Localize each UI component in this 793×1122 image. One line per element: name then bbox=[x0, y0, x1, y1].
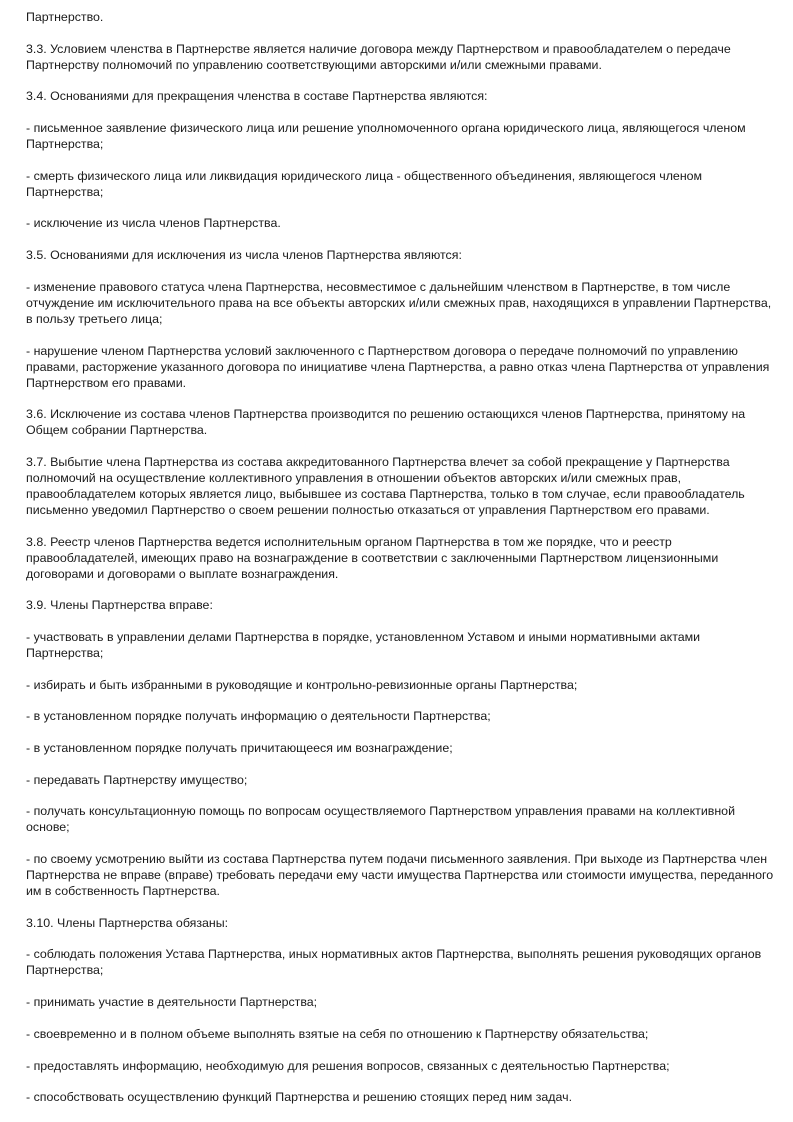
clause-3-6: 3.6. Исключение из состава членов Партнерства производится по решению остающихся членов Партнерства, принятому на Общем собрании Партнерства. bbox=[26, 407, 746, 438]
list-item: - передавать Партнерству имущество; bbox=[26, 772, 248, 787]
list-item: - участвовать в управлении делами Партнерства в порядке, установленном Уставом и иными нормативными актами Партнерства; bbox=[26, 629, 701, 660]
list-item: - смерть физического лица или ликвидация юридического лица - общественного объединения, являющегося членом Партнерства; bbox=[26, 168, 703, 199]
clause-3-8: 3.8. Реестр членов Партнерства ведется исполнительным органом Партнерства в том же порядке, что и реестр правообладателей, имеющих право на вознаграждение в соответствии с заключенными Партнерством лицензионными договорами и договорами о выплате вознаграждения. bbox=[26, 534, 719, 581]
list-item: - избирать и быть избранными в руководящие и контрольно-ревизионные органы Партнерства; bbox=[26, 677, 578, 692]
clause-3-10: 3.10. Члены Партнерства обязаны: bbox=[26, 915, 229, 930]
clause-3-9: 3.9. Члены Партнерства вправе: bbox=[26, 598, 213, 613]
list-item: - своевременно и в полном объеме выполнять взятые на себя по отношению к Партнерству обязательства; bbox=[26, 1026, 649, 1041]
list-item: - по своему усмотрению выйти из состава Партнерства путем подачи письменного заявления. При выходе из Партнерства член Партнерства не вправе (вправе) требовать передачи ему части имущества Партнерства или стоимости имущества, переданного им в собственность Партнерства. bbox=[26, 852, 774, 899]
list-item: - в установленном порядке получать информацию о деятельности Партнерства; bbox=[26, 709, 491, 724]
list-item: - способствовать осуществлению функций Партнерства и решению стоящих перед ним задач. bbox=[26, 1090, 573, 1105]
list-item: - в установленном порядке получать причитающееся им вознаграждение; bbox=[26, 741, 453, 755]
list-item: - получать консультационную помощь по вопросам осуществляемого Партнерством управления правами на коллективной основе; bbox=[26, 804, 735, 835]
list-item: - предоставлять информацию, необходимую для решения вопросов, связанных с деятельностью Партнерства; bbox=[26, 1058, 670, 1073]
list-item: - принимать участие в деятельности Партнерства; bbox=[26, 995, 318, 1010]
paragraph-continuation: Партнерство. bbox=[26, 10, 104, 24]
list-item: - исключение из числа членов Партнерства. bbox=[26, 216, 281, 231]
document-page bbox=[26, 9, 774, 1121]
clause-3-5: 3.5. Основаниями для исключения из числа членов Партнерства являются: bbox=[26, 248, 462, 263]
list-item: - нарушение членом Партнерства условий заключенного с Партнерством договора о передаче полномочий по управлению правами, расторжение указанного договора по инициативе члена Партнерства, а равно отказ члена Партнерства от управления Партнерством его правами. bbox=[26, 343, 770, 390]
clause-3-7: 3.7. Выбытие члена Партнерства из состава аккредитованного Партнерства влечет за собой прекращение у Партнерства полномочий на осуществление коллективного управления в отношении объектов авторских и/или смежных прав, правообладателем которых является лицо, выбывшее из состава Партнерства, только в том случае, если правообладатель письменно уведомил Партнерство о своем решении полностью отказаться от управления Партнерством его правами. bbox=[26, 454, 745, 517]
list-item: - письменное заявление физического лица или решение уполномоченного органа юридического лица, являющегося членом Партнерства; bbox=[26, 121, 746, 152]
clause-3-3: 3.3. Условием членства в Партнерстве является наличие договора между Партнерством и правообладателем о передаче Партнерству полномочий по управлению соответствующими авторскими и/или смежными правами. bbox=[26, 41, 731, 72]
clause-3-4: 3.4. Основаниями для прекращения членства в составе Партнерства являются: bbox=[26, 89, 488, 104]
list-item: - изменение правового статуса члена Партнерства, несовместимое с дальнейшим членством в Партнерстве, в том числе отчуждение им исключительного права на все объекты авторских и/или смежных прав, находящихся в управлении Партнерства, в пользу третьего лица; bbox=[26, 279, 772, 326]
list-item: - соблюдать положения Устава Партнерства, иных нормативных актов Партнерства, выполнять решения руководящих органов Партнерства; bbox=[26, 947, 762, 978]
